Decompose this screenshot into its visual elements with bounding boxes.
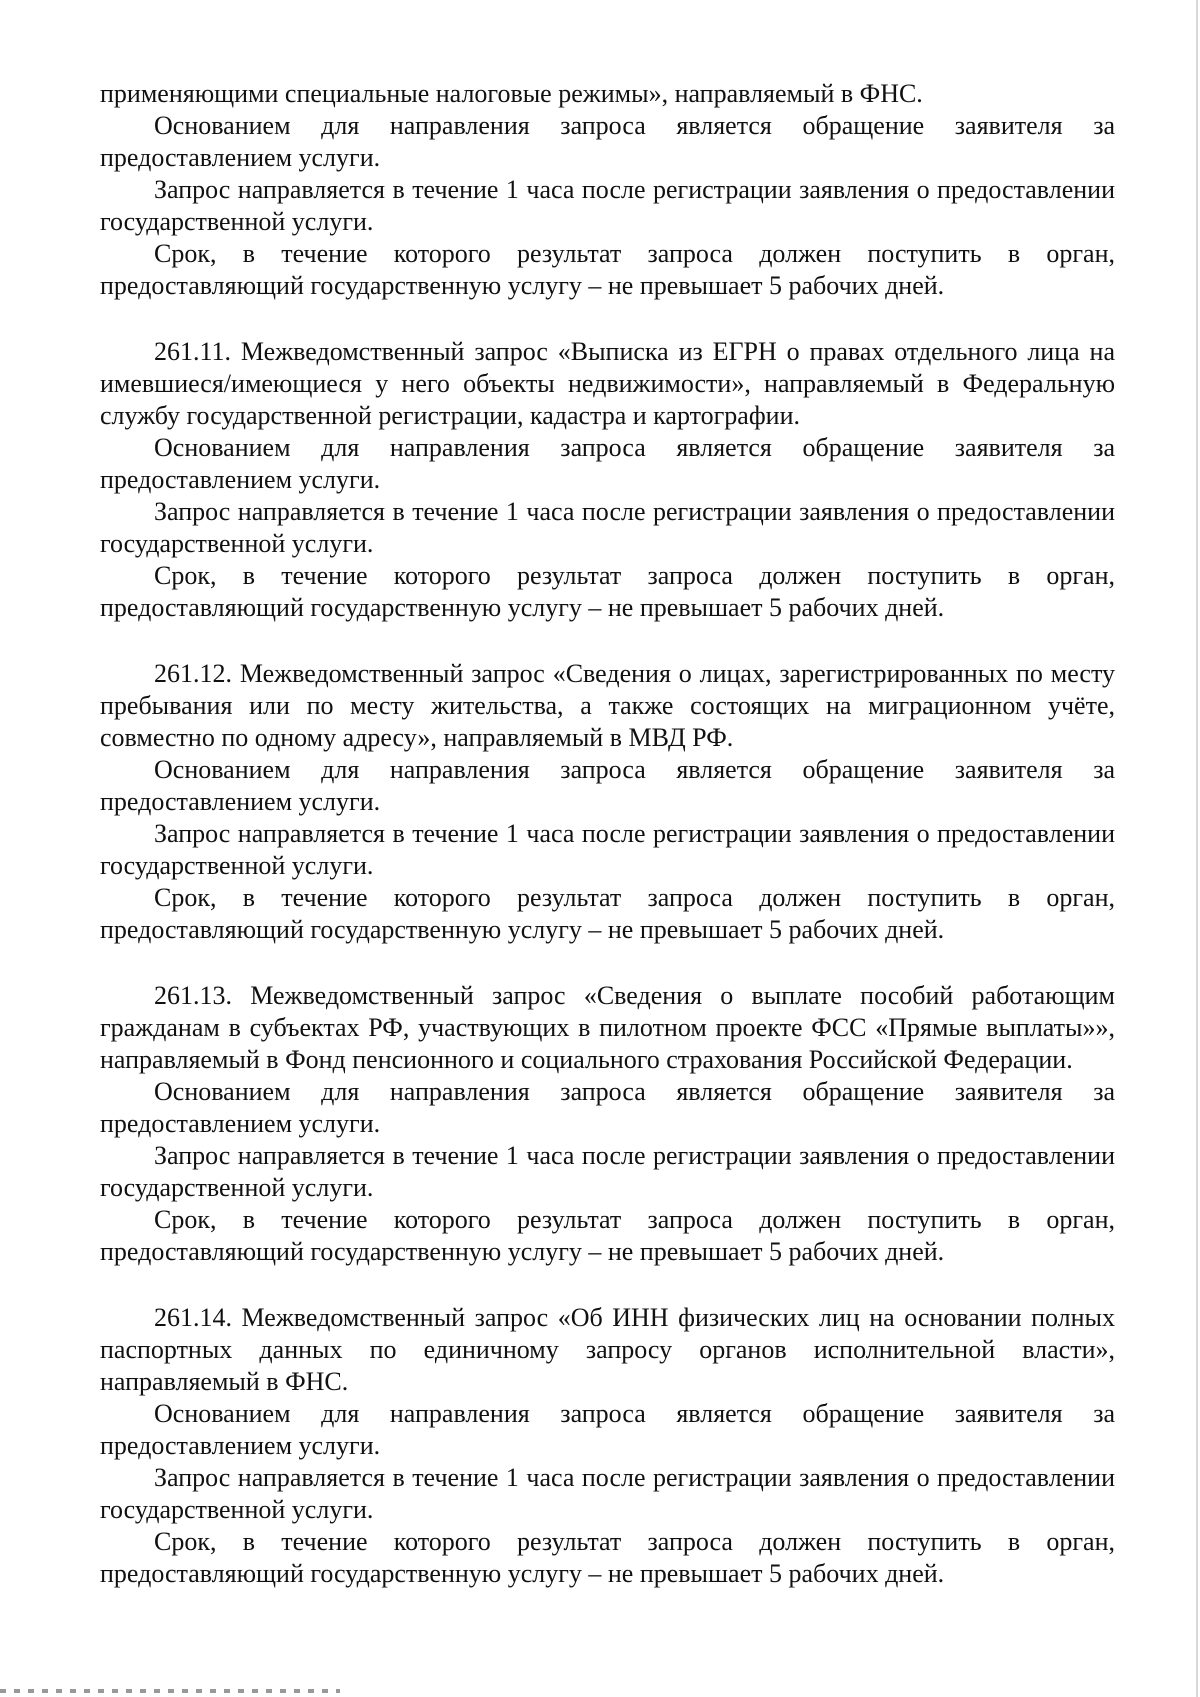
section-deadline: Срок, в течение которого результат запроса должен поступить в орган, предоставляющий государственную услугу – не превышает 5 рабочих дней.: [100, 883, 1115, 944]
section-basis: Основанием для направления запроса является обращение заявителя за предоставлением услуги.: [100, 755, 1115, 816]
section-261-11: [100, 336, 1115, 624]
section-heading: 261.12. Межведомственный запрос «Сведения о лицах, зарегистрированных по месту пребывания или по месту жительства, а также состоящих на миграционном учёте, совместно по одному адресу», направляемый в МВД РФ.: [100, 659, 1115, 752]
opening-basis: Основанием для направления запроса является обращение заявителя за предоставлением услуги.: [100, 111, 1115, 172]
section-deadline: Срок, в течение которого результат запроса должен поступить в орган, предоставляющий государственную услугу – не превышает 5 рабочих дней.: [100, 1527, 1115, 1588]
section-heading: 261.14. Межведомственный запрос «Об ИНН физических лиц на основании полных паспортных данных по единичному запросу органов исполнительной власти», направляемый в ФНС.: [100, 1303, 1115, 1396]
section-timing: Запрос направляется в течение 1 часа после регистрации заявления о предоставлении государственной услуги.: [100, 1141, 1115, 1202]
scan-edge: [1196, 0, 1198, 1697]
section-timing: Запрос направляется в течение 1 часа после регистрации заявления о предоставлении государственной услуги.: [100, 497, 1115, 558]
opening-block: [100, 78, 1115, 302]
opening-timing: Запрос направляется в течение 1 часа после регистрации заявления о предоставлении государственной услуги.: [100, 175, 1115, 236]
section-basis: Основанием для направления запроса является обращение заявителя за предоставлением услуги.: [100, 1077, 1115, 1138]
scan-artifact: [0, 1689, 340, 1693]
section-heading: 261.11. Межведомственный запрос «Выписка из ЕГРН о правах отдельного лица на имевшиеся/имеющиеся у него объекты недвижимости», направляемый в Федеральную службу государственной регистрации, кадастра и картографии.: [100, 337, 1115, 430]
section-261-12: [100, 658, 1115, 946]
document-body: [100, 78, 1115, 1590]
section-basis: Основанием для направления запроса является обращение заявителя за предоставлением услуги.: [100, 1399, 1115, 1460]
section-heading: 261.13. Межведомственный запрос «Сведения о выплате пособий работающим гражданам в субъектах РФ, участвующих в пилотном проекте ФСС «Прямые выплаты»», направляемый в Фонд пенсионного и социального страхования Российской Федерации.: [100, 981, 1115, 1074]
section-timing: Запрос направляется в течение 1 часа после регистрации заявления о предоставлении государственной услуги.: [100, 1463, 1115, 1524]
section-timing: Запрос направляется в течение 1 часа после регистрации заявления о предоставлении государственной услуги.: [100, 819, 1115, 880]
opening-lead: применяющими специальные налоговые режимы», направляемый в ФНС.: [100, 79, 923, 108]
section-deadline: Срок, в течение которого результат запроса должен поступить в орган, предоставляющий государственную услугу – не превышает 5 рабочих дней.: [100, 1205, 1115, 1266]
section-deadline: Срок, в течение которого результат запроса должен поступить в орган, предоставляющий государственную услугу – не превышает 5 рабочих дней.: [100, 561, 1115, 622]
section-basis: Основанием для направления запроса является обращение заявителя за предоставлением услуги.: [100, 433, 1115, 494]
opening-deadline: Срок, в течение которого результат запроса должен поступить в орган, предоставляющий государственную услугу – не превышает 5 рабочих дней.: [100, 239, 1115, 300]
section-261-14: [100, 1302, 1115, 1590]
section-261-13: [100, 980, 1115, 1268]
